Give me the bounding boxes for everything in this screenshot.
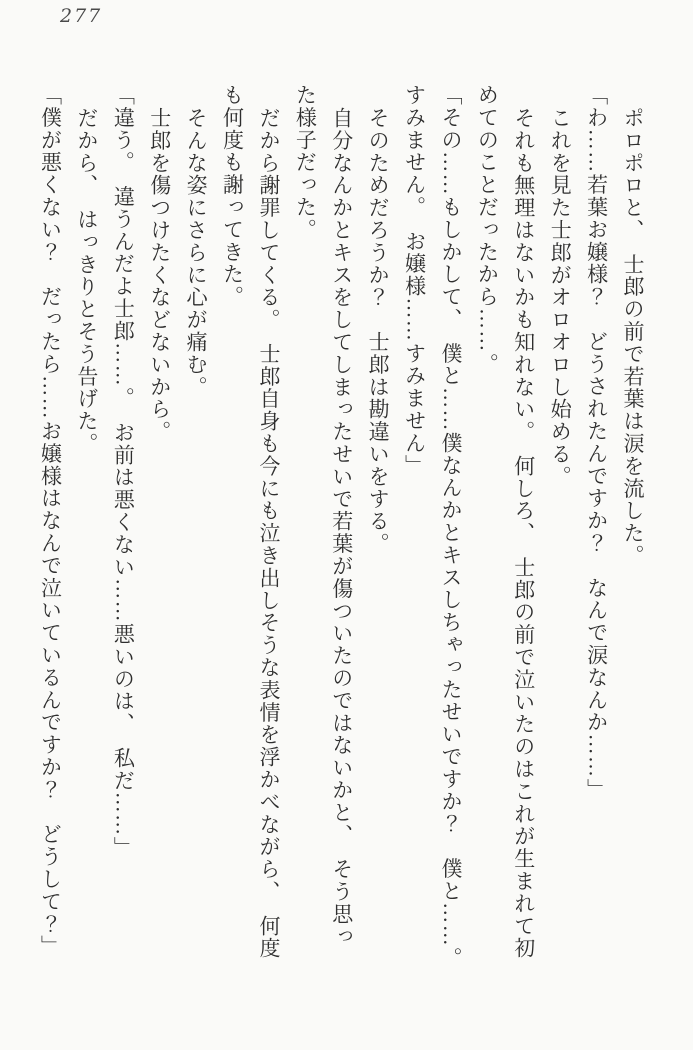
text-line: 「違う。 違うんだよ士郎……。 お前は悪くない……悪いのは、 私だ……」 xyxy=(111,84,136,859)
text-line: だから謝罪してくる。 士郎自身も今にも泣き出しそうな表情を浮かべながら、 何度 xyxy=(256,106,281,960)
text-line: だから、 はっきりとそう告げた。 xyxy=(74,106,99,455)
page-number: 277 xyxy=(60,5,103,27)
text-line: これを見た士郎がオロオロし始める。 xyxy=(548,106,573,488)
text-line: も何度も謝ってきた。 xyxy=(220,84,245,308)
text-line: 士郎を傷つけたくなどないから。 xyxy=(147,106,172,443)
text-line: 「わ……若葉お嬢様？ どうされたんですか？ なんで涙なんか……」 xyxy=(584,84,609,801)
text-line: 「その……もしかして、 僕と……僕なんかとキスしちゃったせいですか？ 僕と……。 xyxy=(438,84,463,970)
text-line: た様子だった。 xyxy=(293,84,318,241)
text-line: そんな姿にさらに心が痛む。 xyxy=(184,106,209,398)
text-line: 「僕が悪くない？ だったら……お嬢様はなんで泣いているんですか？ どうして？」 xyxy=(38,84,63,958)
text-line: それも無理はないかも知れない。 何しろ、 士郎の前で泣いたのはこれが生まれて初 xyxy=(511,106,536,960)
text-line: ポロポロと、 士郎の前で若葉は涙を流した。 xyxy=(621,106,645,567)
text-line: そのためだろうか？ 士郎は勘違いをする。 xyxy=(366,106,391,555)
text-line: 自分なんかとキスをしてしまったせいで若葉が傷ついたのではないかと、 そう思っ xyxy=(329,106,354,948)
text-line: めてのことだったから……。 xyxy=(475,84,500,376)
novel-text xyxy=(32,84,651,999)
text-line: すみません。 お嬢様……すみません」 xyxy=(402,84,427,477)
